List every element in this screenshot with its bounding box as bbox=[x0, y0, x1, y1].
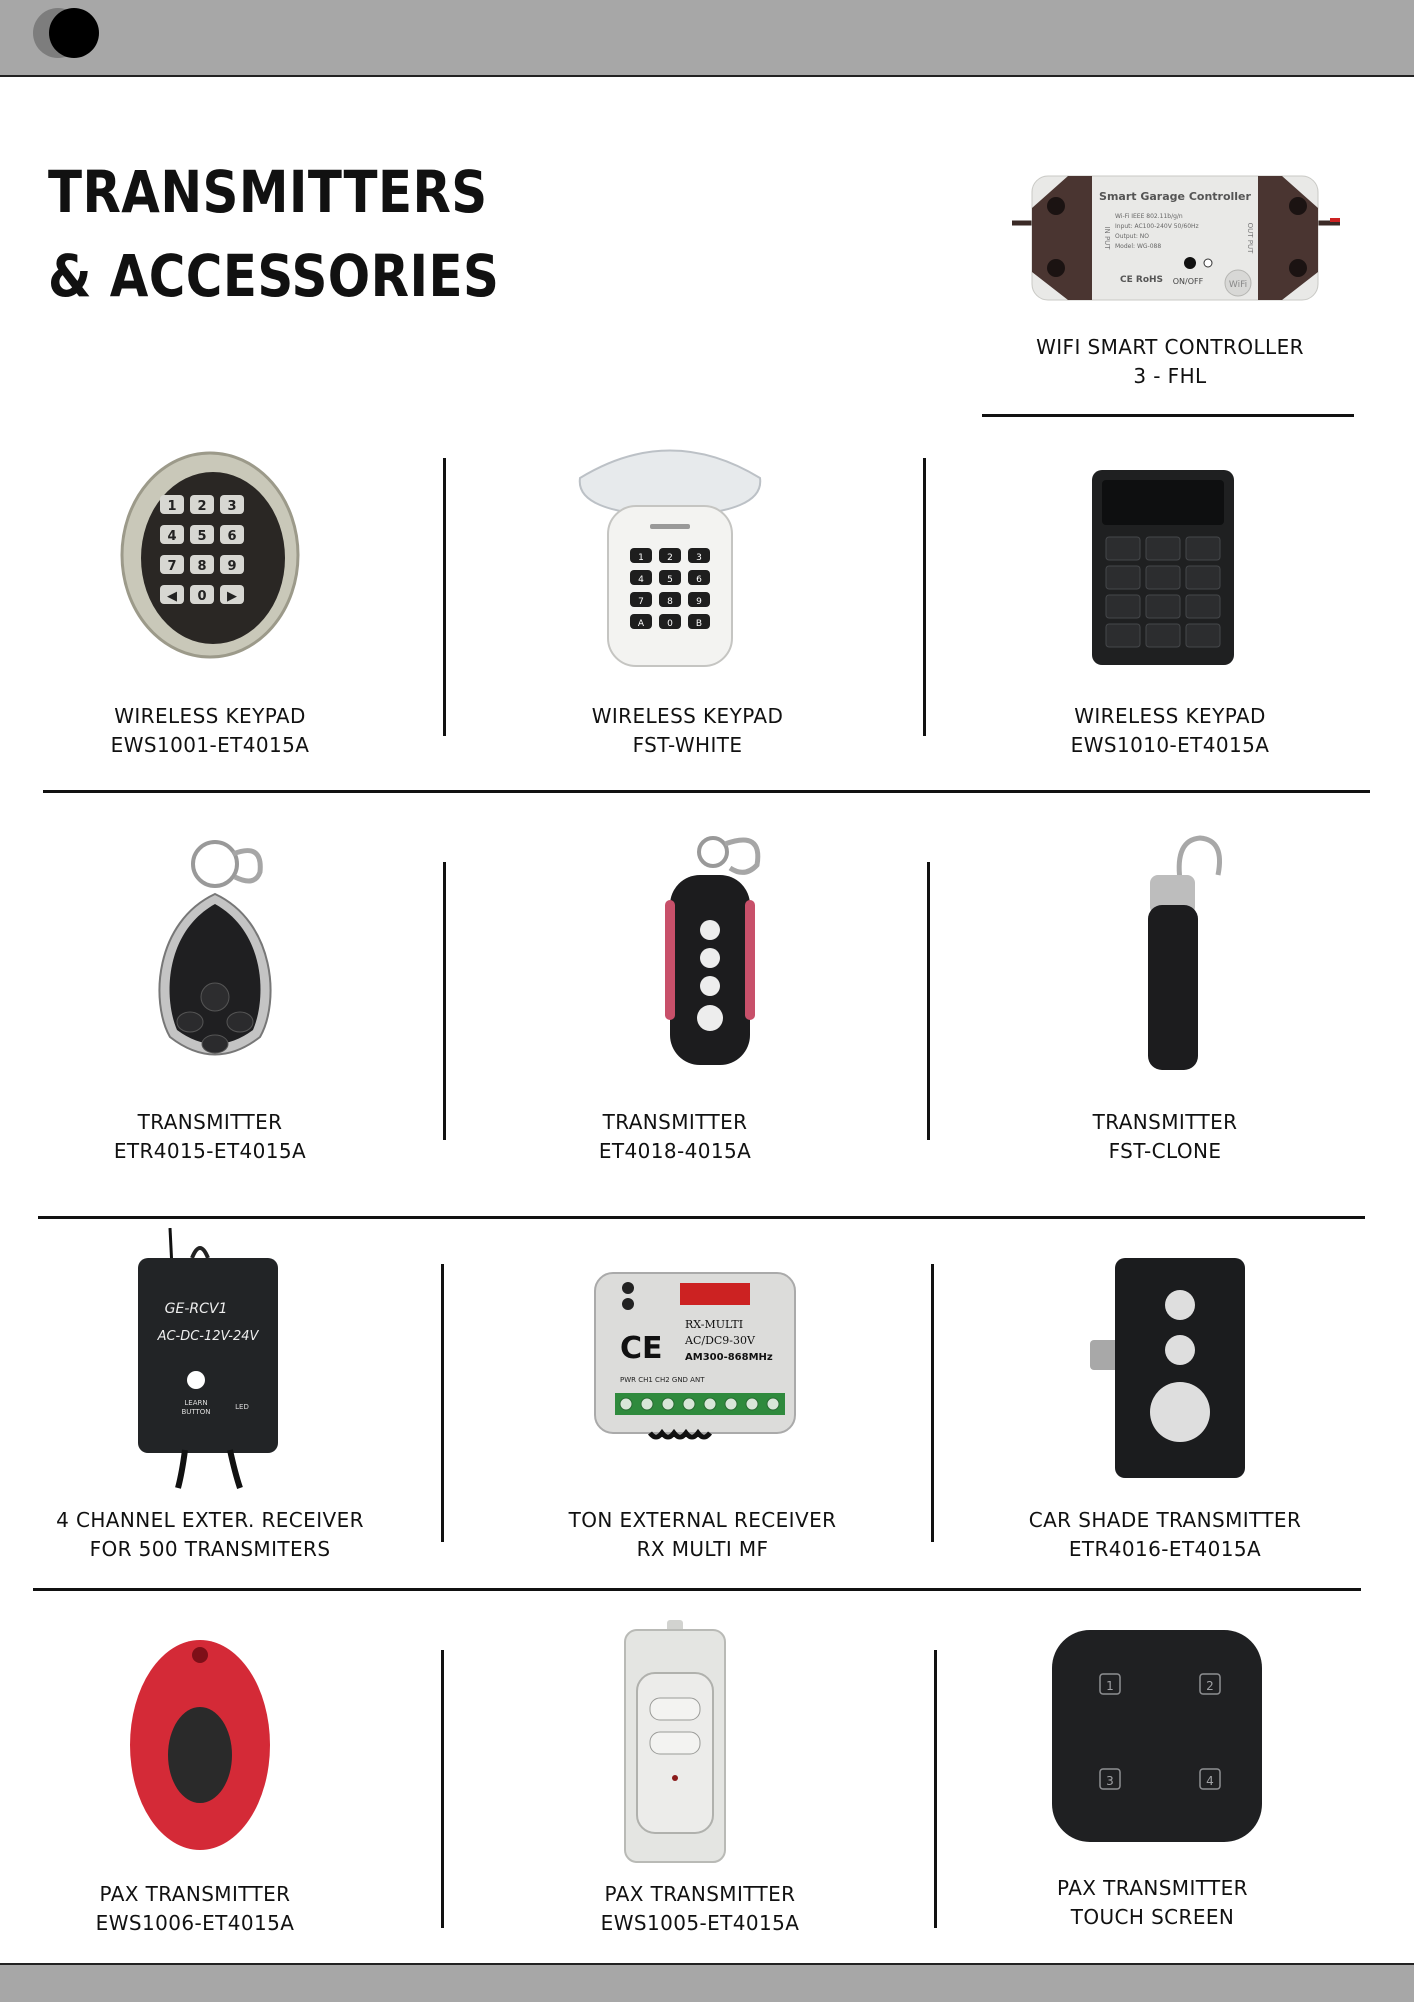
learn-button-label: BUTTON bbox=[181, 1408, 211, 1416]
slim-fob-graphic bbox=[1120, 830, 1230, 1075]
row-divider bbox=[43, 790, 1370, 793]
keypad-key: 9 bbox=[696, 597, 702, 607]
row-divider bbox=[982, 414, 1354, 417]
device-title-label: Smart Garage Controller bbox=[1099, 190, 1251, 203]
device-spec-label: Output: NO bbox=[1115, 233, 1149, 240]
touch-pad-graphic bbox=[1040, 1625, 1265, 1845]
keypad-key: A bbox=[637, 619, 645, 629]
product-model: RX MULTI MF bbox=[636, 1537, 769, 1561]
round-keypad-graphic bbox=[110, 440, 310, 670]
white-keypad-graphic bbox=[570, 438, 770, 673]
keypad-key: 1 bbox=[638, 553, 644, 563]
cert-marks: CE RoHS bbox=[1120, 275, 1164, 285]
wifi-badge: WiFi bbox=[1228, 280, 1248, 290]
column-divider bbox=[443, 862, 446, 1140]
featured-product-caption bbox=[985, 333, 1355, 391]
white-keypad-image bbox=[570, 438, 770, 673]
column-divider bbox=[923, 458, 926, 736]
page-heading bbox=[48, 150, 499, 318]
product-model: EWS1010-ET4015A bbox=[1070, 733, 1270, 757]
keypad-key: 5 bbox=[667, 575, 673, 585]
keypad-key: 6 bbox=[227, 529, 237, 544]
touch-key-label: 1 bbox=[1106, 1679, 1114, 1693]
product-model: 3 - FHL bbox=[1133, 364, 1207, 388]
touch-key-label: 2 bbox=[1206, 1679, 1214, 1693]
keypad-key: 4 bbox=[167, 529, 177, 544]
product-name: TRANSMITTER bbox=[1092, 1110, 1238, 1134]
switch-label: ON/OFF bbox=[1172, 277, 1204, 286]
keypad-key: 6 bbox=[696, 575, 702, 585]
product-model: EWS1001-ET4015A bbox=[110, 733, 310, 757]
product-name: TRANSMITTER bbox=[137, 1110, 283, 1134]
product-model: EWS1006-ET4015A bbox=[95, 1911, 295, 1935]
heading-line-1: TRANSMITTERS bbox=[48, 158, 488, 226]
red-oval-fob-image bbox=[120, 1633, 280, 1855]
row-divider bbox=[33, 1588, 1361, 1591]
touch-key-label: 3 bbox=[1106, 1774, 1114, 1788]
keypad-key: 9 bbox=[227, 559, 237, 574]
device-spec-label: Wi-Fi IEEE 802.11b/g/n bbox=[1115, 213, 1183, 220]
keypad-key: 7 bbox=[167, 559, 177, 574]
product-model: EWS1005-ET4015A bbox=[600, 1911, 800, 1935]
module-label: AC/DC9-30V bbox=[685, 1334, 755, 1347]
slim-fob-image bbox=[1120, 830, 1230, 1075]
receiver-voltage-label: AC-DC-12V-24V bbox=[157, 1329, 259, 1344]
round-keypad-image bbox=[110, 440, 310, 670]
product-name: PAX TRANSMITTER bbox=[1057, 1876, 1248, 1900]
black-keypad-image bbox=[1080, 465, 1250, 670]
product-name: 4 CHANNEL EXTER. RECEIVER bbox=[56, 1508, 364, 1532]
product-name: TON EXTERNAL RECEIVER bbox=[568, 1508, 837, 1532]
product-caption bbox=[30, 1880, 360, 1938]
product-caption bbox=[30, 1506, 390, 1564]
product-model: FOR 500 TRANSMITERS bbox=[89, 1537, 331, 1561]
teardrop-fob-graphic bbox=[135, 832, 295, 1072]
product-model: FST-WHITE bbox=[632, 733, 743, 757]
smart-garage-controller-image bbox=[1010, 168, 1340, 308]
product-caption bbox=[535, 1506, 870, 1564]
led-label: LED bbox=[235, 1403, 249, 1411]
keypad-key: 8 bbox=[197, 559, 207, 574]
product-name: WIRELESS KEYPAD bbox=[114, 704, 306, 728]
column-divider bbox=[443, 458, 446, 736]
product-name: WIRELESS KEYPAD bbox=[1074, 704, 1266, 728]
keypad-key: ▶ bbox=[227, 589, 237, 604]
keypad-key: 2 bbox=[667, 553, 673, 563]
keypad-key: 4 bbox=[638, 575, 644, 585]
product-caption bbox=[510, 702, 865, 760]
product-model: ETR4015-ET4015A bbox=[113, 1139, 307, 1163]
top-band bbox=[0, 0, 1414, 77]
red-oval-fob-graphic bbox=[120, 1633, 280, 1855]
teardrop-fob-image bbox=[135, 832, 295, 1072]
receiver-box-graphic bbox=[130, 1228, 290, 1490]
product-name: WIFI SMART CONTROLLER bbox=[1036, 335, 1304, 359]
black-keypad-graphic bbox=[1080, 465, 1250, 670]
touch-pad-image bbox=[1040, 1625, 1265, 1845]
port-label: IN PUT bbox=[1103, 226, 1111, 250]
device-spec-label: Model: WG-088 bbox=[1115, 243, 1162, 250]
product-name: TRANSMITTER bbox=[602, 1110, 748, 1134]
learn-button-label: LEARN bbox=[184, 1399, 208, 1407]
product-caption bbox=[985, 1108, 1345, 1166]
rx-multi-module-graphic bbox=[590, 1268, 800, 1483]
rx-multi-module-image bbox=[590, 1268, 800, 1483]
keypad-key: 8 bbox=[667, 597, 673, 607]
keypad-key: 3 bbox=[227, 499, 237, 514]
keypad-key: 1 bbox=[167, 499, 177, 514]
product-model: TOUCH SCREEN bbox=[1070, 1905, 1235, 1929]
four-button-fob-image bbox=[635, 830, 785, 1070]
product-name: PAX TRANSMITTER bbox=[604, 1882, 796, 1906]
module-label: AM300-868MHz bbox=[685, 1352, 773, 1363]
device-spec-label: Input: AC100-240V 50/60Hz bbox=[1115, 223, 1199, 230]
product-caption bbox=[535, 1880, 865, 1938]
product-caption bbox=[495, 1108, 855, 1166]
ce-mark: CE bbox=[620, 1331, 663, 1366]
product-caption bbox=[980, 1874, 1325, 1932]
brand-logo bbox=[18, 6, 108, 60]
column-divider bbox=[931, 1264, 934, 1542]
product-name: PAX TRANSMITTER bbox=[99, 1882, 291, 1906]
column-divider bbox=[934, 1650, 937, 1928]
bottom-band bbox=[0, 1963, 1414, 2002]
product-caption bbox=[35, 702, 385, 760]
keypad-key: 3 bbox=[696, 553, 702, 563]
terminal-label: PWR CH1 CH2 GND ANT bbox=[620, 1376, 705, 1384]
keypad-key: 5 bbox=[197, 529, 207, 544]
receiver-model-label: GE-RCV1 bbox=[164, 1301, 228, 1317]
row-divider bbox=[38, 1216, 1365, 1219]
product-caption bbox=[35, 1108, 385, 1166]
white-handheld-image bbox=[615, 1618, 735, 1865]
product-name: CAR SHADE TRANSMITTER bbox=[1028, 1508, 1302, 1532]
heading-line-2: & ACCESSORIES bbox=[48, 242, 500, 310]
visor-transmitter-graphic bbox=[1085, 1250, 1265, 1480]
four-button-fob-graphic bbox=[635, 830, 785, 1070]
column-divider bbox=[441, 1264, 444, 1542]
receiver-box-image bbox=[130, 1228, 290, 1490]
keypad-key: 7 bbox=[638, 597, 644, 607]
keypad-key: 0 bbox=[667, 619, 673, 629]
smart-garage-controller-graphic bbox=[1010, 168, 1340, 308]
module-label: RX-MULTI bbox=[685, 1318, 744, 1331]
product-caption bbox=[985, 1506, 1345, 1564]
keypad-key: ◀ bbox=[167, 589, 177, 604]
keypad-key: B bbox=[695, 619, 703, 629]
column-divider bbox=[927, 862, 930, 1140]
keypad-key: 0 bbox=[197, 589, 207, 604]
product-model: ET4018-4015A bbox=[598, 1139, 752, 1163]
touch-key-label: 4 bbox=[1206, 1774, 1214, 1788]
product-model: FST-CLONE bbox=[1108, 1139, 1222, 1163]
white-handheld-graphic bbox=[615, 1618, 735, 1865]
port-label: OUT PUT bbox=[1246, 222, 1254, 254]
product-caption bbox=[985, 702, 1355, 760]
product-model: ETR4016-ET4015A bbox=[1068, 1537, 1262, 1561]
product-name: WIRELESS KEYPAD bbox=[591, 704, 784, 728]
column-divider bbox=[441, 1650, 444, 1928]
keypad-key: 2 bbox=[197, 499, 207, 514]
visor-transmitter-image bbox=[1085, 1250, 1265, 1480]
